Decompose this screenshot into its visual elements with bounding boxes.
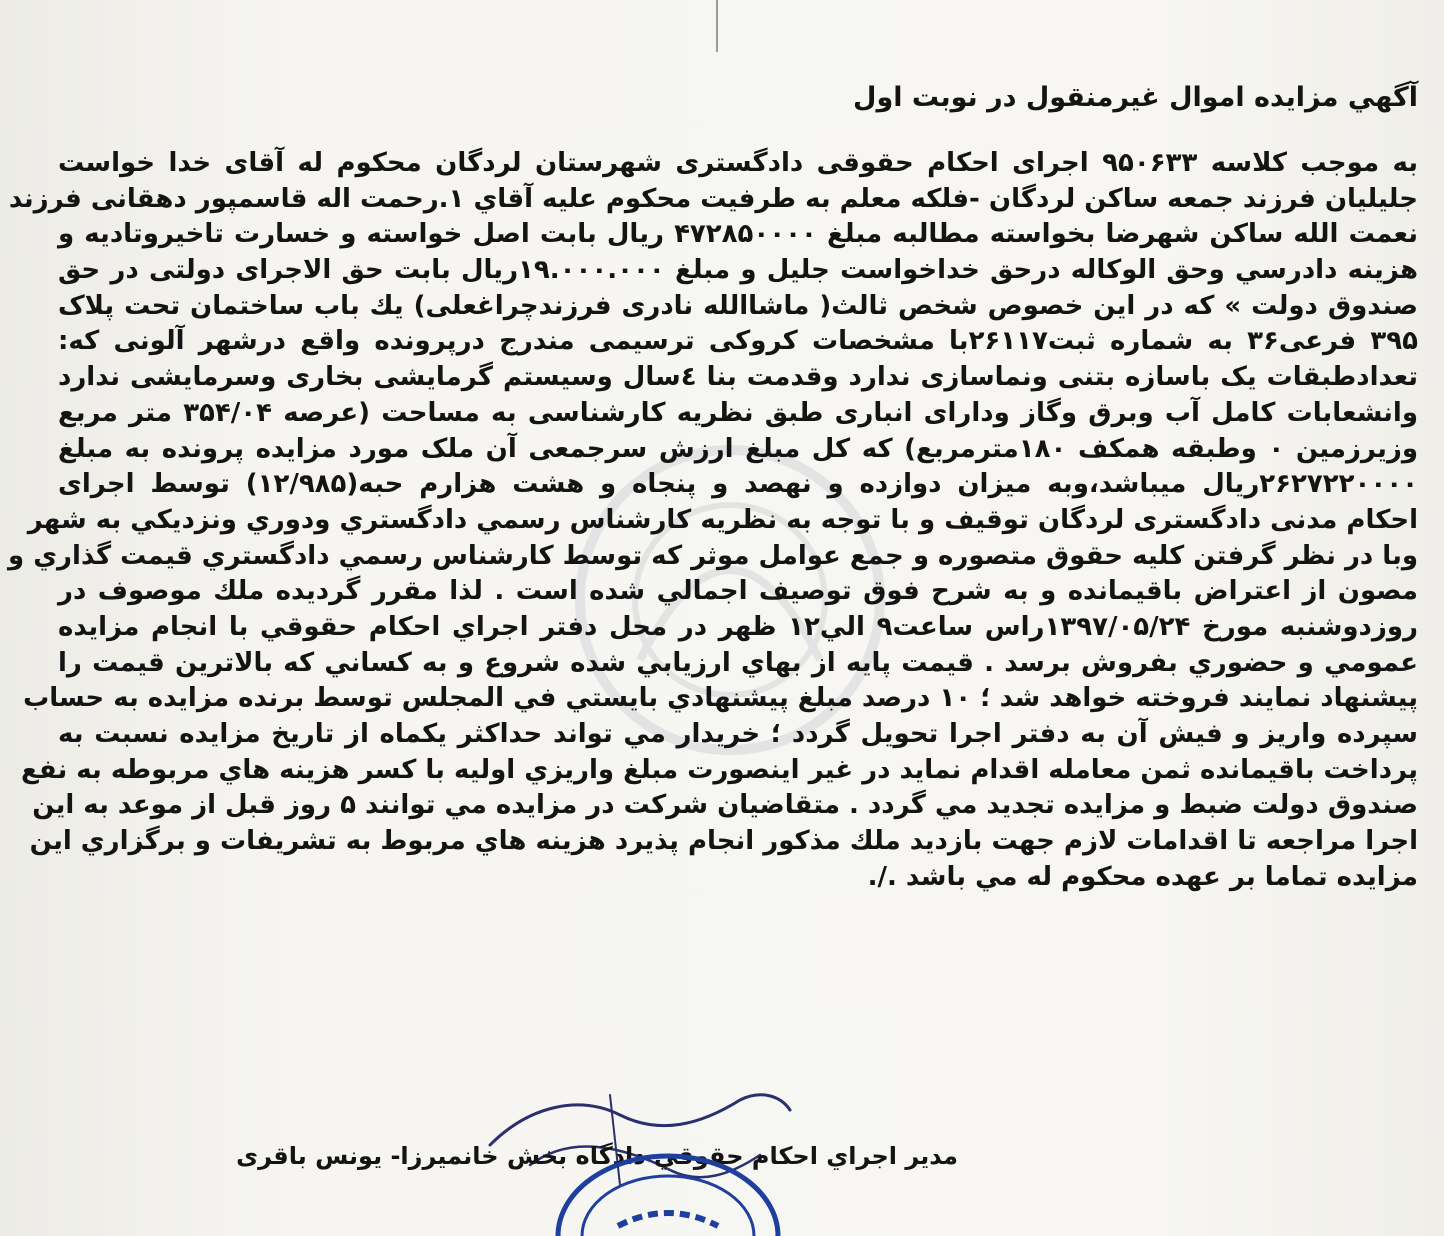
notice-line: وانشعابات كامل آب وبرق وگاز ودارای انباری طبق نظريه كارشناسی به مساحت (عرصه ۳۵۴/۰۴ متر مربع [58,397,1418,428]
signature-block [236,1140,958,1172]
notice-body [8,146,1419,895]
notice-line: احكام مدنی دادگستری لردگان توقيف و با توجه به نظريه كارشناس رسمي دادگستري ودوري ونزديكي به شهر [27,504,1418,535]
notice-line: هزينه دادرسي وحق الوكاله درحق خداخواست جليل و مبلغ ۱۹.۰۰۰.۰۰۰ريال بابت حق الاجرای دولتی در حق [58,255,1418,286]
notice-title: آگهي مزايده اموال غيرمنقول در نوبت اول [853,82,1418,113]
notice-line: سپرده واريز و فيش آن به دفتر اجرا تحويل گردد ؛ خريدار مي تواند حداكثر يكماه از تاريخ مزايده نسبت به [58,719,1418,749]
notice-line: ۳۹۵ فرعی۳۶ به شماره ثبت۲۶۱۱۷با مشخصات كروكی ترسيمی مندرج درپرونده واقع درشهر آلونی كه: [58,326,1418,357]
notice-line: عمومي و حضوري بفروش برسد . قيمت پايه از بهاي ارزيابي شده شروع و به كساني كه بالاترين قيمت را [58,647,1418,678]
notice-line: نعمت الله ساكن شهرضا بخواسته مطالبه مبلغ ۴۷۲۸۵۰۰۰۰ ريال بابت اصل خواسته و خسارت تاخيروتاديه و [58,219,1418,250]
notice-line: اجرا مراجعه تا اقدامات لازم جهت بازديد ملك مذكور انجام پذيرد هزينه هاي مربوط به تشريفات و برگزاري اين [29,826,1418,857]
notice-line: تعدادطبقات يک باسازه بتنی ونماسازی ندارد وقدمت بنا ٤سال وسيستم گرمايشی بخاری وسرمايشی ندارد [58,362,1419,393]
notice-line: ۲۶۲۷۲۲۰۰۰۰ريال ميباشد،وبه ميزان دوازده و نهصد و پنجاه و هشت هزارم حبه(۱۲/۹۸۵) توسط اجرای [58,469,1418,500]
notice-line: مصون از اعتراض باقيمانده و به شرح فوق توصيف اجمالي شده است . لذا مقرر گرديده ملك موصوف در [58,576,1418,607]
handwritten-signature [470,1075,800,1195]
notice-line: به موجب كلاسه ۹۵۰۶۳۳ اجرای احكام حقوقی دادگستری شهرستان لردگان محكوم له آقای خدا خواست [58,148,1419,178]
notice-line: صندوق دولت ضبط و مزايده تجديد مي گردد . متقاضيان شركت در مزايده مي توانند ۵ روز قبل از موعد به اين [32,790,1418,821]
notice-line: مزايده تماما بر عهده محكوم له مي باشد ./. [867,861,1418,892]
auction-notice [8,58,1419,895]
notice-line: وزيرزمين ۰ وطبقه همكف ۱۸۰مترمربع) كه كل مبلغ ارزش سرجمعی آن ملک مورد مزايده پرونده به مبلغ [58,433,1418,464]
signatory-title: مدير اجراي احكام حقوقي دادگاه بخش خانميرزا- يونس باقری [236,1142,958,1170]
notice-line: جليليان فرزند جمعه ساكن لردگان -فلكه معلم به طرفيت محكوم عليه آقاي ۱.رحمت اله قاسمپور دهقانی فرزند [8,183,1418,214]
notice-line: پيشنهاد نمايند فروخته خواهد شد ؛ ۱۰ درصد مبلغ پيشنهادي بايستي في المجلس توسط برنده مزايده به حساب [23,683,1418,714]
notice-line: وبا در نظر گرفتن كليه حقوق متصوره و جمع عوامل موثر كه توسط كارشناس رسمي دادگستري قيمت گذاري و [8,540,1418,571]
notice-line: صندوق دولت » كه در اين خصوص شخص ثالث( ماشاالله نادری فرزندچراغعلی) يك باب ساختمان تحت پلاک [58,290,1418,321]
notice-line: روزدوشنبه مورخ ۱۳۹۷/۰۵/۲۴راس ساعت۹ الي۱۲ ظهر در محل دفتر اجراي احكام حقوقي با انجام مزايده [58,611,1418,642]
paper-fold-mark [716,0,718,52]
official-stamp [548,1180,788,1236]
notice-line: پرداخت باقيمانده ثمن معامله اقدام نمايد در غير اينصورت مبلغ واريزي اوليه با كسر هزينه هاي مربوطه به نفع [20,754,1418,785]
